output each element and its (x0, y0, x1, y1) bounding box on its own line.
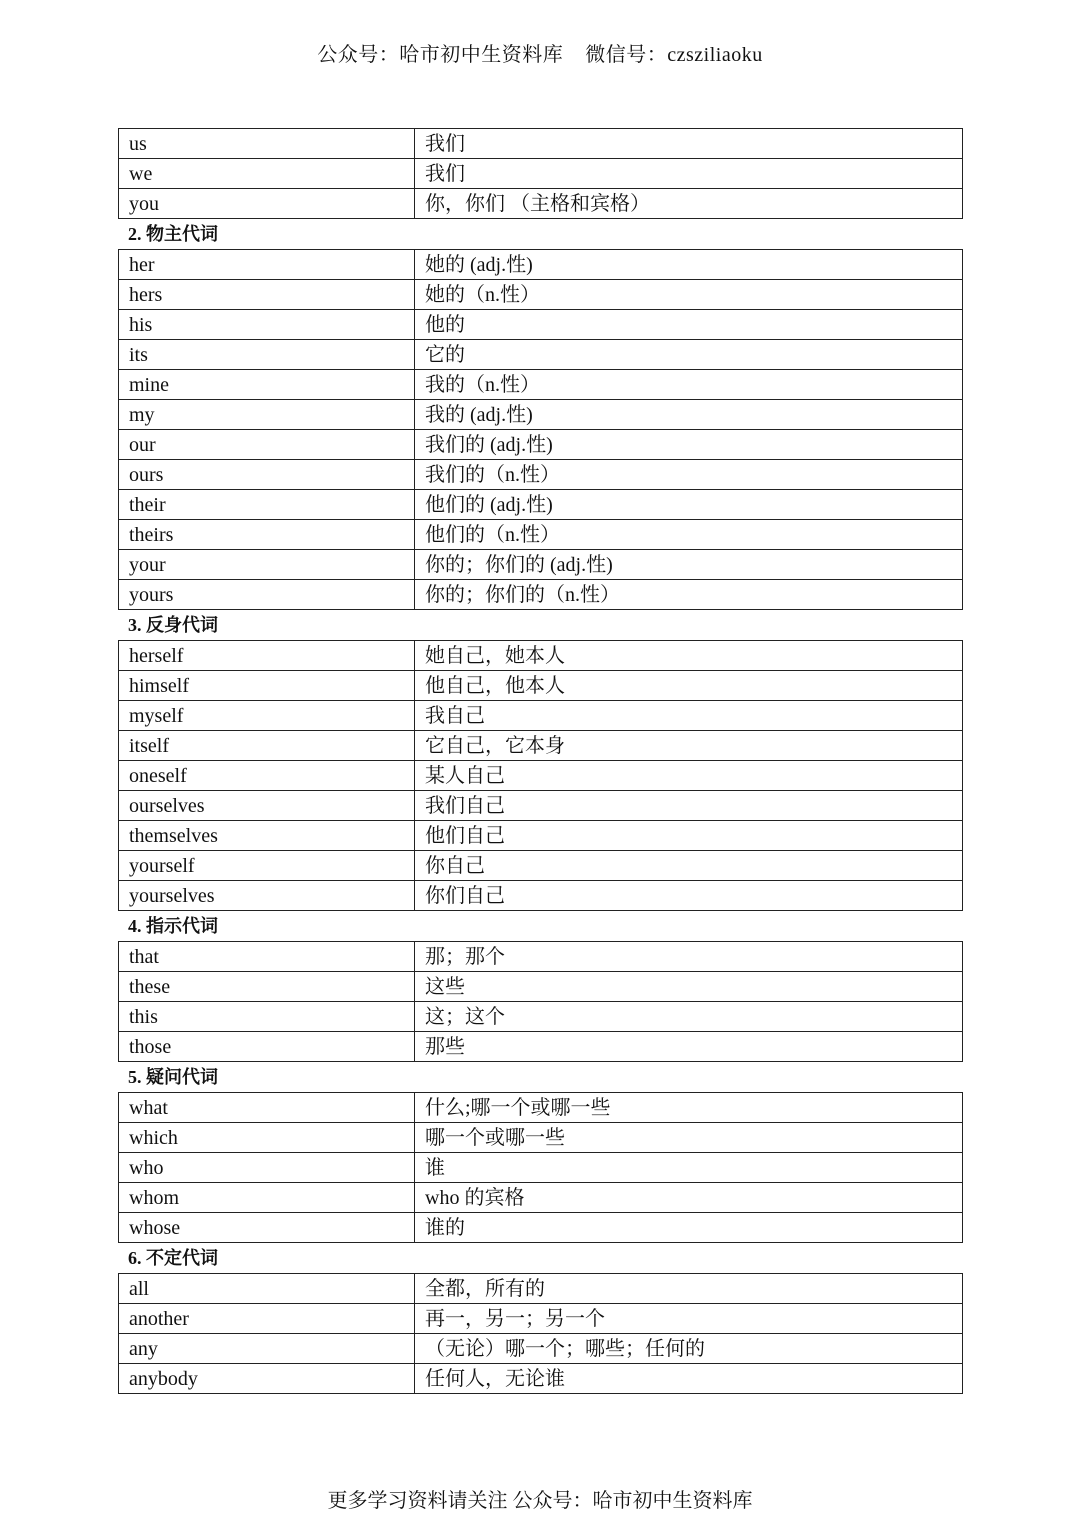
meaning-cell: 我们的 (adj.性) (415, 430, 963, 460)
vocab-table (118, 1092, 963, 1243)
word-cell: my (119, 400, 415, 430)
table-row (119, 1032, 963, 1062)
meaning-cell: 这些 (415, 972, 963, 1002)
meaning-cell: who 的宾格 (415, 1183, 963, 1213)
table-row (119, 159, 963, 189)
section-title: 2. 物主代词 (128, 224, 218, 244)
table-row (119, 310, 963, 340)
section-title: 5. 疑问代词 (128, 1067, 218, 1087)
meaning-cell: 你们自己 (415, 881, 963, 911)
word-cell: another (119, 1304, 415, 1334)
table-row (119, 731, 963, 761)
meaning-cell: 这；这个 (415, 1002, 963, 1032)
table-row (119, 1153, 963, 1183)
table-row (119, 1123, 963, 1153)
meaning-cell: 她的（n.性） (415, 280, 963, 310)
meaning-cell: 任何人，无论谁 (415, 1364, 963, 1394)
table-row (119, 370, 963, 400)
page-footer: 更多学习资料请关注 公众号：哈市初中生资料库 (327, 1490, 753, 1512)
word-cell: itself (119, 731, 415, 761)
word-cell: hers (119, 280, 415, 310)
meaning-cell: 我的 (adj.性) (415, 400, 963, 430)
word-cell: oneself (119, 761, 415, 791)
word-cell: you (119, 189, 415, 219)
word-cell: this (119, 1002, 415, 1032)
table-row (119, 1213, 963, 1243)
meaning-cell: 你的；你们的（n.性） (415, 580, 963, 610)
word-cell: theirs (119, 520, 415, 550)
meaning-cell: 他们自己 (415, 821, 963, 851)
word-cell: which (119, 1123, 415, 1153)
table-row (119, 671, 963, 701)
table-row (119, 972, 963, 1002)
word-cell: any (119, 1334, 415, 1364)
meaning-cell: 你自己 (415, 851, 963, 881)
word-cell: anybody (119, 1364, 415, 1394)
meaning-cell: （无论）哪一个；哪些；任何的 (415, 1334, 963, 1364)
word-cell: those (119, 1032, 415, 1062)
meaning-cell: 它自己，它本身 (415, 731, 963, 761)
meaning-cell: 谁的 (415, 1213, 963, 1243)
table-row (119, 942, 963, 972)
meaning-cell: 某人自己 (415, 761, 963, 791)
table-row (119, 340, 963, 370)
table-row (119, 430, 963, 460)
table-row (119, 400, 963, 430)
word-cell: whom (119, 1183, 415, 1213)
meaning-cell: 他们的（n.性） (415, 520, 963, 550)
table-row (119, 490, 963, 520)
table-row (119, 641, 963, 671)
vocab-table (118, 941, 963, 1062)
table-row (119, 791, 963, 821)
meaning-cell: 他们的 (adj.性) (415, 490, 963, 520)
vocab-table (118, 128, 963, 219)
table-row (119, 761, 963, 791)
table-row (119, 189, 963, 219)
table-row (119, 1183, 963, 1213)
meaning-cell: 那些 (415, 1032, 963, 1062)
word-cell: who (119, 1153, 415, 1183)
meaning-cell: 它的 (415, 340, 963, 370)
word-cell: our (119, 430, 415, 460)
meaning-cell: 我们自己 (415, 791, 963, 821)
word-cell: yours (119, 580, 415, 610)
word-cell: yourselves (119, 881, 415, 911)
word-cell: yourself (119, 851, 415, 881)
meaning-cell: 什么;哪一个或哪一些 (415, 1093, 963, 1123)
meaning-cell: 他自己，他本人 (415, 671, 963, 701)
table-row (119, 821, 963, 851)
meaning-cell: 全都，所有的 (415, 1274, 963, 1304)
word-cell: his (119, 310, 415, 340)
word-cell: its (119, 340, 415, 370)
word-cell: that (119, 942, 415, 972)
table-row (119, 129, 963, 159)
table-row (119, 250, 963, 280)
meaning-cell: 那；那个 (415, 942, 963, 972)
word-cell: mine (119, 370, 415, 400)
meaning-cell: 你，你们 （主格和宾格） (415, 189, 963, 219)
section-title: 6. 不定代词 (128, 1248, 218, 1268)
table-row (119, 550, 963, 580)
meaning-cell: 哪一个或哪一些 (415, 1123, 963, 1153)
table-row (119, 280, 963, 310)
table-row (119, 1364, 963, 1394)
meaning-cell: 我们的（n.性） (415, 460, 963, 490)
vocab-table (118, 640, 963, 911)
vocab-table (118, 249, 963, 610)
word-cell: themselves (119, 821, 415, 851)
word-cell: these (119, 972, 415, 1002)
meaning-cell: 你的；你们的 (adj.性) (415, 550, 963, 580)
meaning-cell: 我自己 (415, 701, 963, 731)
section-title: 4. 指示代词 (128, 916, 218, 936)
word-cell: her (119, 250, 415, 280)
table-row (119, 520, 963, 550)
word-cell: ourselves (119, 791, 415, 821)
word-cell: ours (119, 460, 415, 490)
meaning-cell: 我们 (415, 159, 963, 189)
meaning-cell: 她的 (adj.性) (415, 250, 963, 280)
table-row (119, 1002, 963, 1032)
table-row (119, 1334, 963, 1364)
word-cell: himself (119, 671, 415, 701)
word-cell: we (119, 159, 415, 189)
meaning-cell: 她自己，她本人 (415, 641, 963, 671)
meaning-cell: 谁 (415, 1153, 963, 1183)
table-row (119, 701, 963, 731)
meaning-cell: 他的 (415, 310, 963, 340)
meaning-cell: 我们 (415, 129, 963, 159)
word-cell: your (119, 550, 415, 580)
table-row (119, 851, 963, 881)
table-row (119, 1093, 963, 1123)
word-cell: what (119, 1093, 415, 1123)
table-row (119, 1304, 963, 1334)
word-cell: their (119, 490, 415, 520)
section-title: 3. 反身代词 (128, 615, 218, 635)
word-cell: all (119, 1274, 415, 1304)
meaning-cell: 我的（n.性） (415, 370, 963, 400)
table-row (119, 460, 963, 490)
table-row (119, 881, 963, 911)
meaning-cell: 再一，另一；另一个 (415, 1304, 963, 1334)
word-cell: us (119, 129, 415, 159)
page-header: 公众号：哈市初中生资料库 微信号：czsziliaoku (317, 44, 763, 66)
word-cell: myself (119, 701, 415, 731)
table-row (119, 580, 963, 610)
table-row (119, 1274, 963, 1304)
vocab-table (118, 1273, 963, 1394)
pronoun-vocabulary-list (118, 128, 962, 1394)
word-cell: whose (119, 1213, 415, 1243)
word-cell: herself (119, 641, 415, 671)
